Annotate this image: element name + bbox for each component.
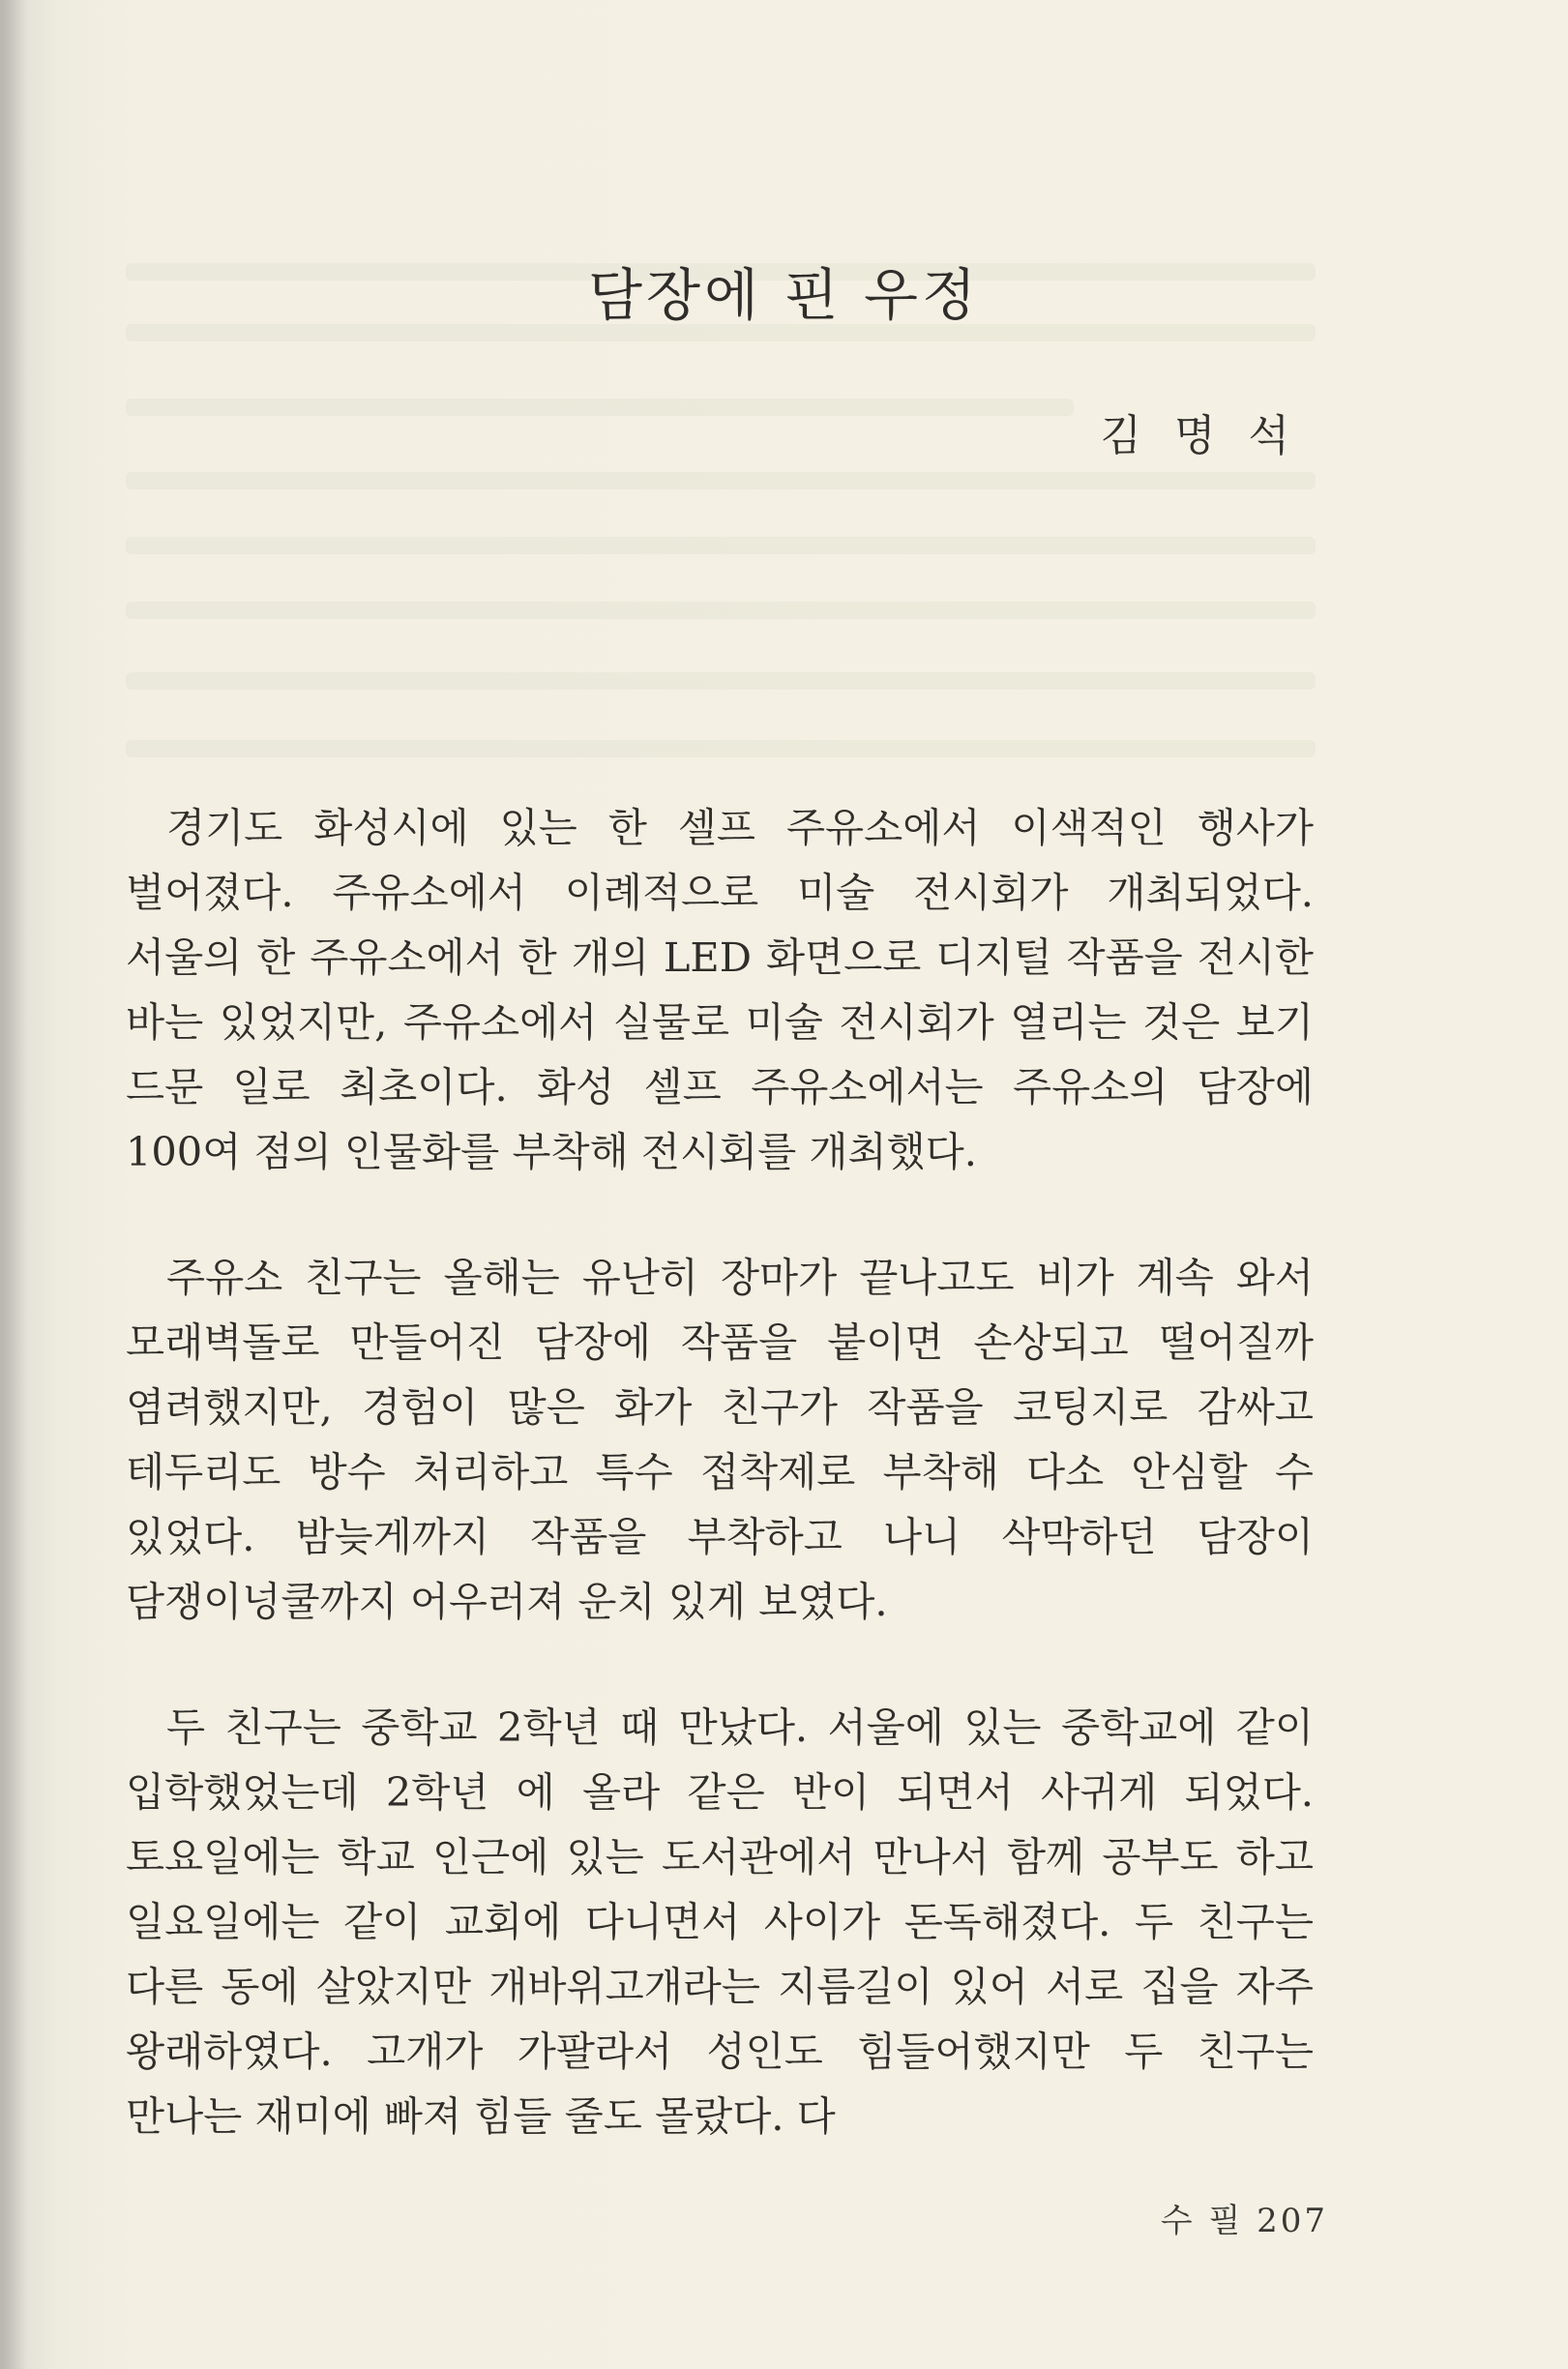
paragraph: 두 친구는 중학교 2학년 때 만났다. 서울에 있는 중학교에 같이 입학했었는데 2학년 에 올라 같은 반이 되면서 사귀게 되었다. 토요일에는 학교 인근에 있는 도서관에서 만나서 함께 공부도 하고 일요일에는 같이 교회에 다니면서 사이가 돈독해졌다. 두 친구는 다른 동에 살았지만 개바위고개라는 지름길이 있어 서로 집을 자주 왕래하였다. 고개가 가팔라서 성인도 힘들어했지만 두 친구는 만나는 재미에 빠져 힘들 줄도 몰랐다. 다 [126,1703,1314,2140]
binding-gutter-shadow [0,0,27,2369]
essay-title: 담장에 핀 우정 [587,262,981,328]
show-through-line [126,537,1316,554]
author-name: 김 명 석 [1100,411,1299,460]
show-through-line [126,602,1316,619]
show-through-line [126,472,1316,489]
show-through-line [126,672,1316,690]
paragraph: 주유소 친구는 올해는 유난히 장마가 끝나고도 비가 계속 와서 모래벽돌로 만들어진 담장에 작품을 붙이면 손상되고 떨어질까 염려했지만, 경험이 많은 화가 친구가 작품을 코팅지로 감싸고 테두리도 방수 처리하고 특수 접착제로 부착해 다소 안심할 수 있었다. 밤늦게까지 작품을 부착하고 나니 삭막하던 담장이 담쟁이넝쿨까지 어우러져 운치 있게 보였다. [126,1254,1314,1625]
page-footer: 수 필 207 [1160,2202,1328,2240]
essay-body [126,795,1314,2209]
paragraph: 경기도 화성시에 있는 한 셀프 주유소에서 이색적인 행사가 벌어졌다. 주유소에서 이례적으로 미술 전시회가 개최되었다. 서울의 한 주유소에서 한 개의 LED 화면으로 디지털 작품을 전시한 바는 있었지만, 주유소에서 실물로 미술 전시회가 열리는 것은 보기 드문 일로 최초이다. 화성 셀프 주유소에서는 주유소의 담장에 100여 점의 인물화를 부착해 전시회를 개최했다. [126,804,1314,1175]
show-through-line [126,399,1074,416]
show-through-line [126,740,1316,757]
